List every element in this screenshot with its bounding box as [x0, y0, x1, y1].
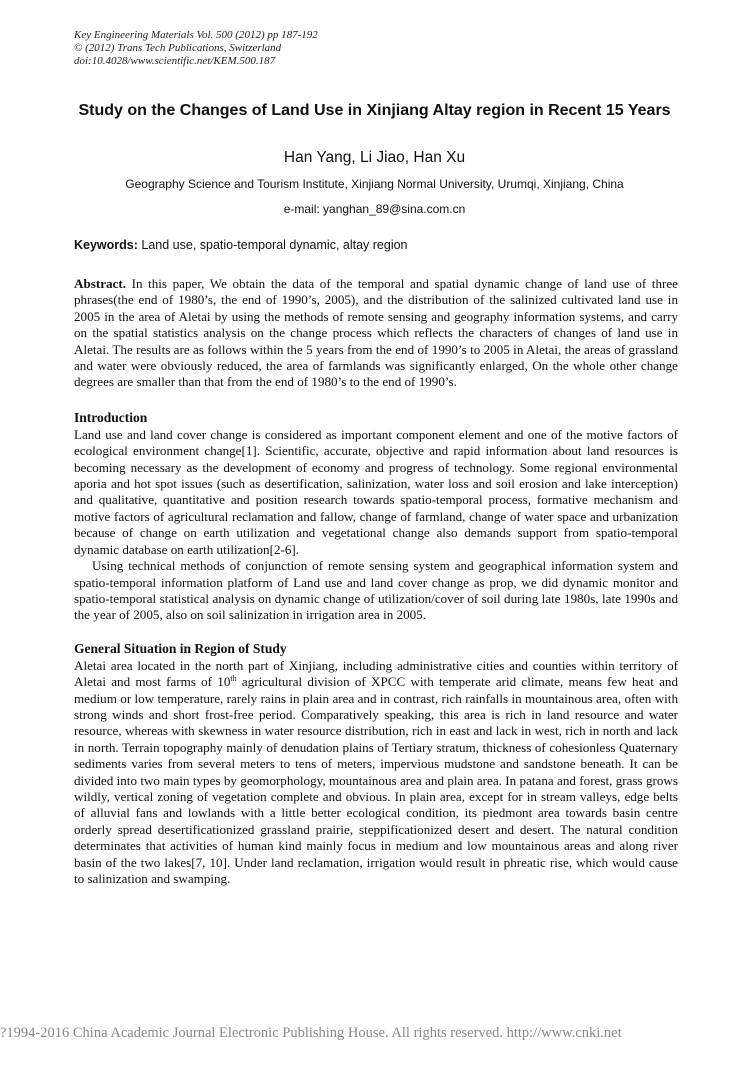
abstract-label: Abstract. — [74, 276, 126, 291]
affiliation: Geography Science and Tourism Institute, Xinjiang Normal University, Urumqi, Xinjiang, China — [125, 177, 624, 191]
copyright-line: © (2012) Trans Tech Publications, Switzerland — [74, 42, 282, 54]
study-region-heading: General Situation in Region of Study — [74, 640, 287, 656]
contact-email: e-mail: yanghan_89@sina.com.cn — [283, 202, 466, 216]
keywords-text: Land use, spatio-temporal dynamic, altay region — [141, 238, 408, 252]
study-region-paragraph — [74, 658, 678, 888]
journal-citation — [74, 29, 318, 68]
superscript-th: th — [230, 674, 237, 684]
abstract-text: In this paper, We obtain the data of the temporal and spatial dynamic change of land use of three phrases(the end of 1980’s, the end of 1990’s, 2005), and the distribution of the salinized cultivated land use in 2005 in the area of Aletai by using the methods of remote sensing and geography information systems, and carry on the spatial statistics analysis on the change process which reflects the characters of changes of land use in Aletai. The results are as follows within the 5 years from the end of 1990’s to 2005 in Aletai, the areas of grassland and water were obviously reduced, the area of farmlands was significantly enlarged, On the whole other change degrees are smaller than that from the end of 1980’s to the end of 1990’s. — [74, 276, 678, 390]
author-list: Han Yang, Li Jiao, Han Xu — [283, 149, 466, 166]
doi-line: doi:10.4028/www.scientific.net/KEM.500.187 — [74, 55, 276, 67]
study-text-part-1: Aletai area located in the north part of Xinjiang, including administrative cities and counties within territory of Aletai and most farms of 10 — [74, 657, 678, 690]
page-footer-watermark: ?1994-2016 China Academic Journal Electronic Publishing House. All rights reserved. http://www.cnki.net — [0, 1025, 622, 1041]
keywords — [74, 237, 675, 254]
introduction-heading: Introduction — [74, 409, 148, 425]
journal-volume-line: Key Engineering Materials Vol. 500 (2012) pp 187-192 — [74, 29, 318, 41]
introduction-paragraph-2: Using technical methods of conjunction of remote sensing system and geographical information system and spatio-temporal information platform of Land use and land cover change as prop, we did dynamic monitor and spatio-temporal statistical analysis on dynamic change of utilization/cover of soil during late 1980s, late 1990s and the year of 2005, also on soil salinization in irrigation area in 2005. — [74, 558, 678, 623]
paper-title: Study on the Changes of Land Use in Xinjiang Altay region in Recent 15 Years — [78, 102, 671, 119]
keywords-label: Keywords: — [74, 238, 138, 252]
introduction-paragraph-1: Land use and land cover change is considered as important component element and one of the motive factors of ecological environment change[1]. Scientific, accurate, objective and rapid information about land resources is becoming necessary as the development of economy and progress of technology. Some regional environmental aporia and hot spot issues (such as desertification, salinization, water loss and soil erosion and lake interception) and qualitative, quantitative and position research towards spatio-temporal process, formative mechanism and motive factors of agricultural reclamation and fallow, change of farmland, change of water space and urbanization because of change on earth utilization and vegetational change also demands support from spatio-temporal dynamic database on earth utilization[2-6]. — [74, 426, 678, 557]
paper-body — [74, 276, 678, 887]
study-text-part-2: agricultural division of XPCC with temperate arid climate, means few heat and medium or low temperature, rarely rains in plain area and in contrast, rich rainfalls in mountainous area, often with strong winds and short frost-free period. Comparatively speaking, this area is rich in land resource and water resource, whereas with skewness in water resource distribution, rich in east and lack in west, rich in north and lack in north. Terrain topography mainly of denudation plains of Tertiary stratum, thickness of cohesionless Quaternary sediments varies from several meters to tens of meters, impervious mudstone and sandstone beneath. It can be divided into two main types by geomorphology, mountainous area and plain area. In patana and forest, grass grows wildly, vertical zoning of vegetation complete and obvious. In plain area, except for in stream valleys, edge belts of alluvial fans and lowlands with a little better ecological condition, its piedmont area towards basin centre orderly spread desertificationized grassland prairie, steppificationized desert and desert. The natural condition determinates that activities of human kind mainly focus in medium and low mountainous areas and along river basin of the two lakes[7, 10]. Under land reclamation, irrigation would result in phreatic rise, which would cause to salinization and swamping. — [74, 674, 678, 886]
abstract-paragraph — [74, 276, 678, 391]
